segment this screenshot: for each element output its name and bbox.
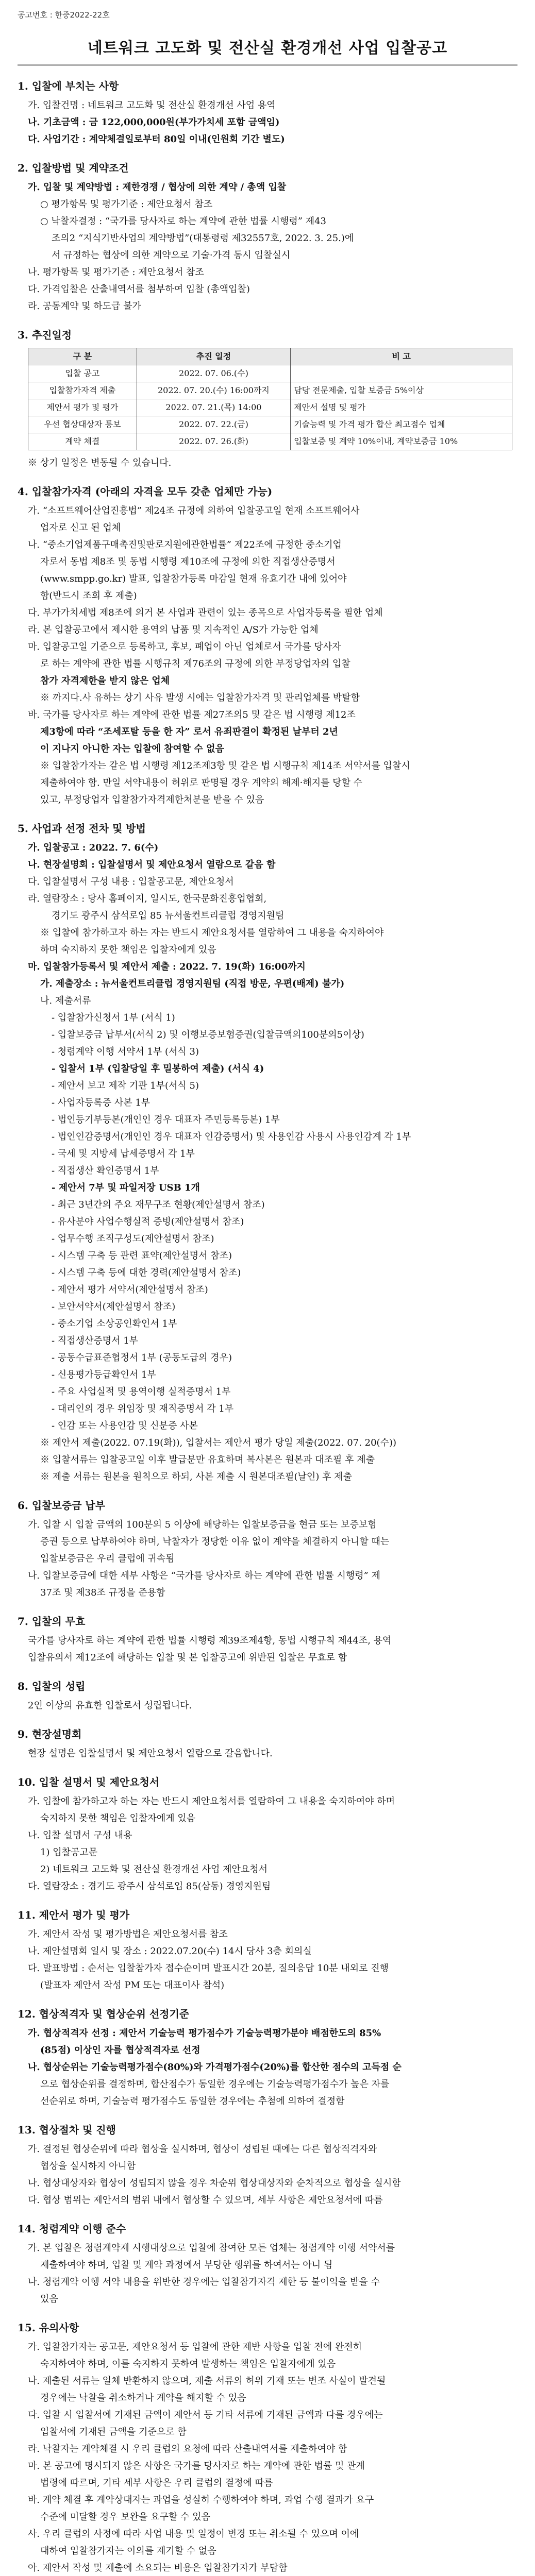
section-line: 참가 자격제한을 받지 않은 업체 [40,675,170,686]
schedule-header-cell: 구 분 [28,348,137,365]
section-line: 제3항에 따라 “조세포탈 등을 한 자” 로서 유죄판결이 확정된 날부터 2년 [40,726,338,737]
section-line: 2) 네트워크 고도화 및 전산실 환경개선 사업 제안요청서 [40,1864,268,1875]
section-line: 로 하는 계약에 관한 법률 시행규칙 제76조의 규정에 의한 부정당업자의 입찰 [40,658,350,669]
section-line: 가. 입찰공고 : 2022. 7. 6(수) [28,842,159,853]
section-title: 5. 사업과 선정 전차 및 방법 [18,822,146,835]
section-line: (발표자 제안서 작성 PM 또는 대표이사 참석) [40,1980,225,1991]
section-line: 수준에 미달할 경우 보완을 요구할 수 있음 [40,2512,210,2522]
section-line: - 입찰참가신청서 1부 (서식 1) [52,1012,175,1023]
section-line: 마. 본 공고에 명시되지 않은 사항은 국가를 당사자로 하는 계약에 관한 법률 및 관계 [28,2461,365,2471]
section-line: 가. 입찰건명 : 네트워크 고도화 및 전산실 환경개선 사업 용역 [28,100,276,111]
section-line: 나. 제안설명회 일시 및 장소 : 2022.07.20(수) 14시 당사 3층 회의실 [28,1946,312,1957]
section-line: 나. 협상순위는 기술능력평가점수(80%)와 가격평가점수(20%)를 합산한 점수의 고득점 순 [28,2062,402,2073]
section-line: - 인감 또는 사용인감 및 신분증 사본 [52,1420,198,1431]
section-line: 숙지하지 못한 책임은 입찰자에게 있음 [40,1813,196,1824]
section-line: - 입찰보증금 납부서(서식 2) 및 이행보증보험증권(입찰금액의100분의5이상) [52,1029,364,1040]
title-divider [18,64,517,65]
section-line: - 제안서 보고 제작 기관 1부(서식 5) [52,1080,199,1091]
section-line: 나. 입찰 설명서 구성 내용 [28,1830,132,1841]
section-line: 대하여 입찰참가자는 이의를 제기할 수 없음 [40,2546,216,2556]
schedule-row [28,382,512,399]
section-line: 라. 열람장소 : 당사 홈페이지, 일시도, 한국문화진흥업협회, [28,893,267,904]
schedule-cell: 제안서 평가 및 평가 [28,399,137,416]
section-line: 가. 협상적격자 선정 : 제안서 기술능력 평가점수가 기술능력평가분야 배점한도의 85% [28,2028,381,2039]
page-title: 네트워크 고도화 및 전산실 환경개선 사업 입찰공고 [87,39,448,57]
section-line: - 법인등기부등본(개인인 경우 대표자 주민등록등본) 1부 [52,1114,280,1125]
schedule-cell: 2022. 07. 06.(수) [137,365,291,382]
notice-section [18,159,517,315]
section-line: - 최근 3년간의 주요 재무구조 현황(제안설명서 참조) [52,1199,265,1210]
section-line: 서 규정하는 협상에 의한 계약으로 기술·가격 동시 입찰실시 [52,250,291,261]
notice-section [18,1677,517,1714]
section-line: 나. 현장설명회 : 입찰설명서 및 제안요청서 열람으로 갈음 함 [28,859,276,870]
section-line: 2인 이상의 유효한 입찰로서 성립됩니다. [28,1700,192,1711]
section-line: 가. 본 입찰은 청렴계약제 시행대상으로 입찰에 참여한 모든 업체는 청렴계약 이행 서약서를 [28,2243,395,2253]
section-line: 다. 발표방법 : 순서는 입찰참가자 접수순이며 발표시간 20분, 질의응답 10분 내외로 진행 [28,1963,389,1974]
section-line: 숙지하여야 하며, 이를 숙지하지 못하여 발생하는 책임은 입찰자에게 있음 [40,2359,336,2369]
section-line: - 직접생산증명서 1부 [52,1335,139,1346]
section-title: 15. 유의사항 [18,2321,79,2334]
section-line: 다. 부가가치세법 제8조에 의거 본 사업과 관련이 있는 종목으로 사업자등록을 필한 업체 [28,607,383,618]
section-line: 있고, 부정당업자 입찰참가자격제한처분을 받을 수 있음 [40,794,264,805]
notice-section [18,1725,517,1762]
notice-section [18,483,517,808]
schedule-cell [291,365,512,382]
section-line: 법령에 따르며, 기타 세부 사항은 우리 클럽의 결정에 따름 [40,2478,273,2488]
section-line: ○ 평가항목 및 평가기준 : 제안요청서 참조 [40,199,213,210]
section-line: - 공동수급표준협정서 1부 (공동도급의 경우) [52,1352,232,1363]
section-line: 가. 제안서 작성 및 평가방법은 제안요청서를 참조 [28,1929,228,1940]
section-title: 14. 청렴계약 이행 준수 [18,2223,126,2235]
schedule-cell: 입찰참가자격 제출 [28,382,137,399]
notice-section [18,1613,517,1666]
notice-section [18,2121,517,2209]
notice-section [18,1773,517,1895]
section-line: 이 지나지 아니한 자는 입찰에 참여할 수 없음 [40,743,224,754]
section-line: 나. 청렴계약 이행 서약 내용을 위반한 경우에는 입찰참가자격 제한 등 불이익을 받을 수 [28,2277,380,2287]
notice-section [18,1497,517,1601]
schedule-row [28,433,512,450]
section-line: 으로 협상순위를 결정하며, 합산점수가 동일한 경우에는 기술능력평가점수가 높은 자를 [40,2079,390,2090]
section-line: 나. 기초금액 : 금 122,000,000원(부가가치세 포함 금액임) [28,117,280,128]
section-line: 자로서 동법 제8조 및 동법 시행령 제10조에 규정에 의한 직접생산증명서 [40,556,336,567]
schedule-row [28,399,512,416]
schedule-cell: 2022. 07. 21.(목) 14:00 [137,399,291,416]
section-title: 10. 입찰 설명서 및 제안요청서 [18,1776,160,1788]
section-line: 마. 입찰공고일 기준으로 등록하고, 후보, 폐업이 아닌 업체로서 국가를 당사자 [28,641,341,652]
notice-number: 공고번호 : 한중2022-22호 [18,10,110,20]
notice-section [18,2319,517,2576]
schedule-cell: 계약 체결 [28,433,137,450]
section-line: 가. “소프트웨어산업진흥법” 제24조 규정에 의하여 입찰공고일 현재 소프트웨어사 [28,505,360,516]
section-line: 입찰유의서 제12조에 해당하는 입찰 및 본 입찰공고에 위반된 입찰은 무효로 함 [28,1652,347,1663]
section-line: 37조 및 제38조 규정을 준용함 [40,1587,165,1598]
section-line: 선순위로 하며, 기술능력 평가점수도 동일한 경우에는 추첨에 의하여 결정함 [40,2096,345,2107]
section-line: 입찰서에 기재된 금액을 기준으로 함 [40,2427,187,2437]
section-line: - 주요 사업실적 및 용역이행 실적증명서 1부 [52,1386,231,1397]
section-line: 다. 협상 범위는 제안서의 범위 내에서 협상할 수 있으며, 세부 사항은 제안요청서에 따름 [28,2195,383,2206]
section-line: 경기도 광주시 삼석로입 85 뉴서울컨트리클럽 경영지원팀 [52,910,285,921]
notice-body [18,77,517,2576]
section-title: 1. 입찰에 부치는 사항 [18,80,119,92]
schedule-cell: 입찰보증 및 계약 10%이내, 계약보증금 10% [291,433,512,450]
section-line: (www.smpp.go.kr) 발표, 입찰참가등록 마감일 현재 유효기간 내에 있어야 [40,573,347,584]
section-line: 마. 입찰참가등록서 및 제안서 제출 : 2022. 7. 19(화) 16:00까지 [28,961,306,972]
section-line: 라. 본 입찰공고에서 제시한 용역의 납품 및 지속적인 A/S가 가능한 업체 [28,624,319,635]
section-line: 가. 입찰 시 입찰 금액의 100분의 5 이상에 해당하는 입찰보증금을 현금 또는 보증보험 [28,1519,377,1530]
section-line: 국가를 당사자로 하는 계약에 관한 법률 시행령 제39조제4항, 동법 시행규칙 제44조, 용역 [28,1635,392,1646]
section-line: - 사업자등록증 사본 1부 [52,1097,151,1108]
section-title: 13. 협상절차 및 진행 [18,2124,116,2136]
section-line: 사. 우리 클럽의 사정에 따라 사업 내용 및 일정이 변경 또는 취소될 수 있으며 이에 [28,2529,359,2539]
notice-section [18,2220,517,2308]
section-line: ※ 입찰참가자는 같은 법 시행령 제12조제3항 및 같은 법 시행규칙 제14조 서약서를 입찰시 [40,760,410,771]
section-line: 가. 제출장소 : 뉴서울컨트리클럽 경영지원팀 (직접 방문, 우편(배제) 불가) [40,978,345,989]
section-line: 바. 계약 체결 후 계약상대자는 과업을 성실히 수행하여야 하며, 과업 수행 결과가 요구 [28,2495,374,2505]
section-line: - 대리인의 경우 위임장 및 재직증명서 각 1부 [52,1403,234,1414]
schedule-cell: 기술능력 및 가격 평가 합산 최고점수 업체 [291,416,512,433]
section-line: ※ 제출 서류는 원본을 원칙으로 하되, 사본 제출 시 원본대조필(날인) 후 제출 [40,1471,352,1482]
section-title: 4. 입찰참가자격 (아래의 자격을 모두 갖춘 업체만 가능) [18,485,273,498]
section-line: 제출하여야 함. 만일 서약내용이 허위로 판명될 경우 계약의 해제·해지를 당할 수 [40,777,363,788]
section-line: - 보안서약서(제안설명서 참조) [52,1301,176,1312]
section-line: 다. 사업기간 : 계약체결일로부터 80일 이내(인원회 기간 별도) [28,134,285,145]
section-line: 입찰보증금은 우리 클럽에 귀속됨 [40,1553,175,1564]
notice-section [18,2005,517,2110]
schedule-cell: 2022. 07. 20.(수) 16:00까지 [137,382,291,399]
section-line: - 중소기업 소상공인확인서 1부 [52,1318,177,1329]
section-line: - 제안서 7부 및 파일저장 USB 1개 [52,1182,200,1193]
section-line: 1) 입찰공고문 [40,1847,98,1858]
schedule-cell: 입찰 공고 [28,365,137,382]
section-line: 협상을 실시하지 아니함 [40,2161,136,2172]
section-line: 나. 입찰보증금에 대한 세부 사항은 “국가를 당사자로 하는 계약에 관한 법률 시행령” 제 [28,1570,380,1581]
schedule-header-row [28,348,512,365]
schedule-cell: 제안서 설명 및 평가 [291,399,512,416]
section-line: 업자로 신고 된 업체 [40,522,121,533]
section-title: 9. 현장설명회 [18,1728,82,1740]
section-line: ○ 낙찰자결정 : “국가를 당사자로 하는 계약에 관한 법률 시행령” 제43 [40,216,326,227]
section-title: 11. 제안서 평가 및 평가 [18,1909,130,1921]
schedule-cell: 2022. 07. 26.(화) [137,433,291,450]
notice-section [18,77,517,148]
section-line: 나. 제출된 서류는 일체 반환하지 않으며, 제출 서류의 허위 기재 또는 변조 사실이 발견될 [28,2376,386,2386]
section-title: 8. 입찰의 성립 [18,1680,86,1692]
schedule-header-cell: 추진 일정 [137,348,291,365]
section-line: ※ 제안서 제출(2022. 07.19(화)), 입찰서는 제안서 평가 당일 제출(2022. 07. 20(수)) [40,1437,396,1448]
schedule-note: ※ 상기 일정은 변동될 수 있습니다. [28,457,172,468]
section-line: 나. “중소기업제품구매촉진및판로지원에관한법률” 제22조에 규정한 중소기업 [28,539,342,550]
schedule-cell: 우선 협상대상자 통보 [28,416,137,433]
section-line: ※ 입찰에 참가하고자 하는 자는 반드시 제안요청서를 열람하여 그 내용을 숙지하여야 [40,927,384,938]
schedule-cell: 담당 전문제출, 입찰 보증금 5%이상 [291,382,512,399]
section-line: 바. 국가를 당사자로 하는 계약에 관한 법률 제27조의5 및 같은 법 시행령 제12조 [28,709,356,720]
schedule-row [28,416,512,433]
section-line: 다. 열람장소 : 경기도 광주시 삼석로입 85(삼동) 경영지원팀 [28,1881,271,1892]
section-line: - 유사분야 사업수행실적 증빙(제안설명서 참조) [52,1216,244,1227]
section-line: 나. 협상대상자와 협상이 성립되지 않을 경우 차순위 협상대상자와 순차적으로 협상을 실시함 [28,2178,401,2189]
section-line: - 신용평가등급확인서 1부 [52,1369,156,1380]
section-line: - 입찰서 1부 (입찰당일 후 밀봉하여 제출) (서식 4) [52,1063,264,1074]
section-line: 증권 등으로 납부하여야 하며, 낙찰자가 정당한 이유 없이 계약을 체결하지 아니할 때는 [40,1536,390,1547]
section-line: 제출하여야 하며, 입찰 및 계약 과정에서 부당한 행위를 하여서는 아니 됨 [40,2260,333,2270]
section-title: 7. 입찰의 무효 [18,1615,86,1628]
notice-section [18,1906,517,1994]
section-line: 라. 공동계약 및 하도급 불가 [28,301,141,312]
schedule-table [28,348,512,450]
section-line: 다. 가격입찰은 산출내역서를 첨부하여 입찰 (총액입찰) [28,284,250,295]
section-line: - 업무수행 조직구성도(제안설명서 참조) [52,1233,214,1244]
section-line: 가. 결정된 협상순위에 따라 협상을 실시하며, 협상이 성립된 때에는 다른 협상적격자와 [28,2144,377,2155]
section-title: 6. 입찰보증금 납부 [18,1499,106,1512]
section-line: 경우에는 낙찰을 취소하거나 계약을 해지할 수 있음 [40,2393,246,2403]
section-line: 다. 입찰설명서 구성 내용 : 입찰공고문, 제안요청서 [28,876,234,887]
notice-section [18,820,517,1485]
schedule-cell: 2022. 07. 22.(금) [137,416,291,433]
section-line: 아. 제안서 작성 및 제출에 소요되는 비용은 입찰참가자가 부담함 [28,2563,288,2573]
section-line: 조의2 “지식기반사업의 계약방법”(대통령령 제32557호, 2022. 3. 25.)에 [52,233,354,244]
section-line: 나. 제출서류 [40,995,91,1006]
section-line: - 직접생산 확인증명서 1부 [52,1165,159,1176]
section-line: 가. 입찰에 참가하고자 하는 자는 반드시 제안요청서를 열람하여 그 내용을 숙지하여야 하며 [28,1796,395,1807]
section-line: 다. 입찰 시 입찰서에 기재된 금액이 제안서 등 기타 서류에 기재된 금액과 다를 경우에는 [28,2410,383,2420]
notice-section [18,326,517,471]
section-line: 라. 낙찰자는 계약체결 시 우리 클럽의 요청에 따라 산출내역서를 제출하여야 함 [28,2444,347,2454]
section-line: 있음 [40,2294,58,2304]
section-line: - 청렴계약 이행 서약서 1부 (서식 3) [52,1046,199,1057]
section-title: 2. 입찰방법 및 계약조건 [18,162,129,174]
section-title: 3. 추진일정 [18,329,72,341]
section-line: (85점) 이상인 자를 협상적격자로 선정 [40,2045,200,2056]
section-line: 현장 설명은 입찰설명서 및 제안요청서 열람으로 갈음합니다. [28,1748,273,1759]
section-line: - 국세 및 지방세 납세증명서 각 1부 [52,1148,195,1159]
section-line: ※ 까지다.사 유하는 상기 사유 발생 시에는 입찰참가자격 및 관리업체를 박탈함 [40,692,360,703]
section-line: 가. 입찰 및 계약방법 : 제한경쟁 / 협상에 의한 계약 / 총액 입찰 [28,182,287,193]
section-line: - 시스템 구축 등에 대한 경력(제안설명서 참조) [52,1267,241,1278]
section-line: - 제안서 평가 서약서(제안설명서 참조) [52,1284,208,1295]
schedule-row [28,365,512,382]
schedule-header-cell: 비 고 [291,348,512,365]
section-line: 가. 입찰참가자는 공고문, 제안요청서 등 입찰에 관한 제반 사항을 입찰 전에 완전히 [28,2342,362,2352]
section-line: 나. 평가항목 및 평가기준 : 제안요청서 참조 [28,267,204,278]
section-line: - 법인인감증명서(개인인 경우 대표자 인감증명서) 및 사용인감 사용시 사용인감계 각 1부 [52,1131,411,1142]
section-line: 함(반드시 조회 후 제출) [40,590,137,601]
section-line: - 시스템 구축 등 관련 표약(제안설명서 참조) [52,1250,232,1261]
section-line: 하며 숙지하지 못한 책임은 입찰자에게 있음 [40,944,216,955]
section-line: ※ 입찰서류는 입찰공고일 이후 발급분만 유효하며 복사본은 원본과 대조필 후 제출 [40,1454,375,1465]
section-title: 12. 협상적격자 및 협상순위 선정기준 [18,2008,190,2020]
